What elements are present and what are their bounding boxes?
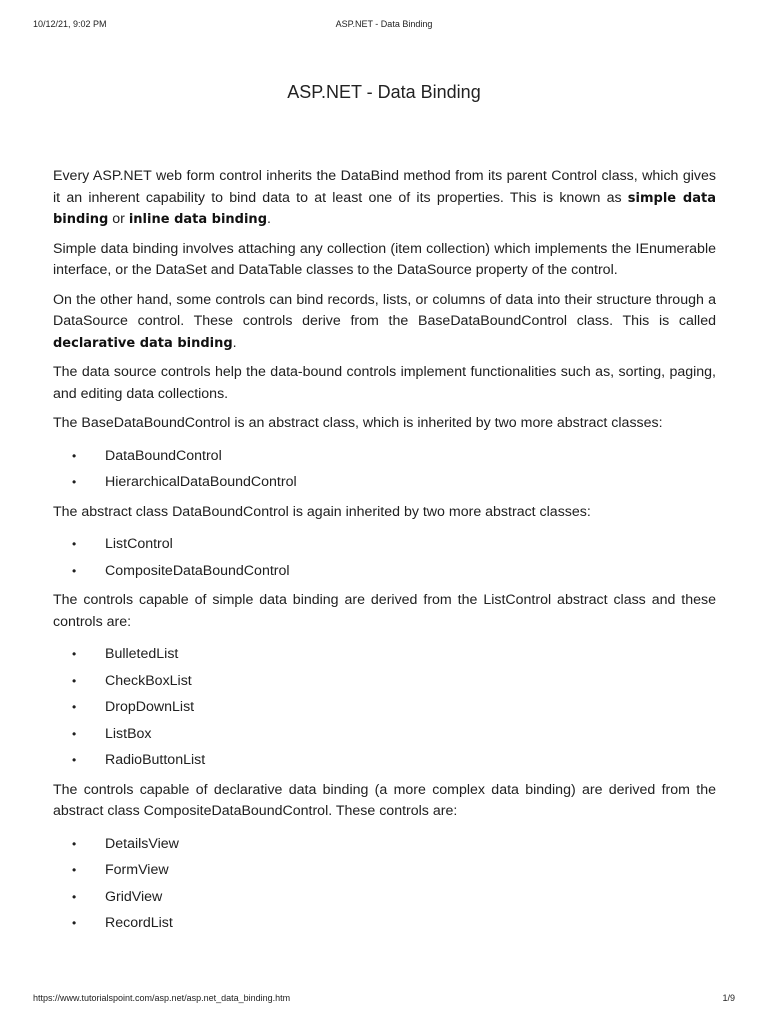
term-declarative-data-binding: declarative data binding — [53, 335, 233, 351]
bullet-icon: • — [72, 647, 77, 661]
paragraph-data-source-controls: The data source controls help the data-bound controls implement functionalities such as, sorting, paging, and editing data collections. — [53, 364, 716, 402]
list-abstract-classes — [53, 443, 716, 496]
paragraph-simple-binding: Simple data binding involves attaching any collection (item collection) which implements the IEnumerable interface, or the DataSet and DataTable classes to the DataSource property of the control. — [53, 240, 716, 278]
paragraph-simple-controls: The controls capable of simple data binding are derived from the ListControl abstract class and these controls are: — [53, 592, 716, 630]
list-item: • RadioButtonList — [53, 747, 716, 774]
list-item: • CheckBoxList — [53, 668, 716, 695]
print-datetime: 10/12/21, 9:02 PM — [33, 19, 107, 29]
bullet-icon: • — [72, 836, 77, 851]
term-simple-data-binding: simple data binding — [53, 190, 716, 227]
bullet-icon: • — [72, 537, 77, 551]
list-item: • GridView — [53, 884, 716, 911]
bullet-icon: • — [72, 889, 77, 904]
bullet-icon: • — [72, 726, 77, 741]
document-body — [53, 166, 716, 943]
list-item: • DropDownList — [53, 694, 716, 721]
paragraph-declarative-controls: The controls capable of declarative data binding (a more complex data binding) are derived from the abstract class CompositeDataBoundControl. These controls are: — [53, 781, 716, 819]
list-declarative-binding-controls — [53, 831, 716, 937]
bullet-icon: • — [72, 673, 77, 688]
paragraph-intro: Every ASP.NET web form control inherits the DataBind method from its parent Control class, which gives it an inherent capability to bind data to at least one of its properties. This is known as simple data binding or inline data binding. — [53, 168, 716, 227]
list-item: • ListBox — [53, 721, 716, 748]
print-url: https://www.tutorialspoint.com/asp.net/asp.net_data_binding.htm — [33, 993, 291, 1003]
bullet-icon: • — [72, 916, 77, 930]
print-page-number: 1/9 — [722, 993, 735, 1003]
list-item: • ListControl — [53, 531, 716, 558]
list-item: • RecordList — [53, 910, 716, 937]
page-title: ASP.NET - Data Binding — [287, 82, 481, 102]
list-item: • BulletedList — [53, 641, 716, 668]
paragraph-declarative: On the other hand, some controls can bind records, lists, or columns of data into their structure through a DataSource control. These controls derive from the BaseDataBoundControl class. This is called declarative data binding. — [53, 291, 716, 351]
bullet-icon: • — [72, 475, 77, 489]
list-item: • DetailsView — [53, 831, 716, 858]
bullet-icon: • — [72, 863, 77, 877]
bullet-icon: • — [72, 563, 77, 578]
paragraph-databoundcontrol: The abstract class DataBoundControl is again inherited by two more abstract classes: — [53, 503, 591, 520]
bullet-icon: • — [72, 700, 77, 714]
list-item: • DataBoundControl — [53, 443, 716, 470]
paragraph-base-class: The BaseDataBoundControl is an abstract class, which is inherited by two more abstract classes: — [53, 415, 663, 431]
print-page-title: ASP.NET - Data Binding — [335, 19, 433, 29]
bullet-icon: • — [72, 448, 77, 463]
term-inline-data-binding: inline data binding — [128, 212, 267, 227]
bullet-icon: • — [72, 753, 77, 767]
list-item: • HierarchicalDataBoundControl — [53, 469, 716, 496]
list-databound-subclasses — [53, 531, 716, 584]
list-item: • CompositeDataBoundControl — [53, 558, 716, 585]
list-simple-binding-controls — [53, 641, 716, 774]
list-item: • FormView — [53, 857, 716, 884]
